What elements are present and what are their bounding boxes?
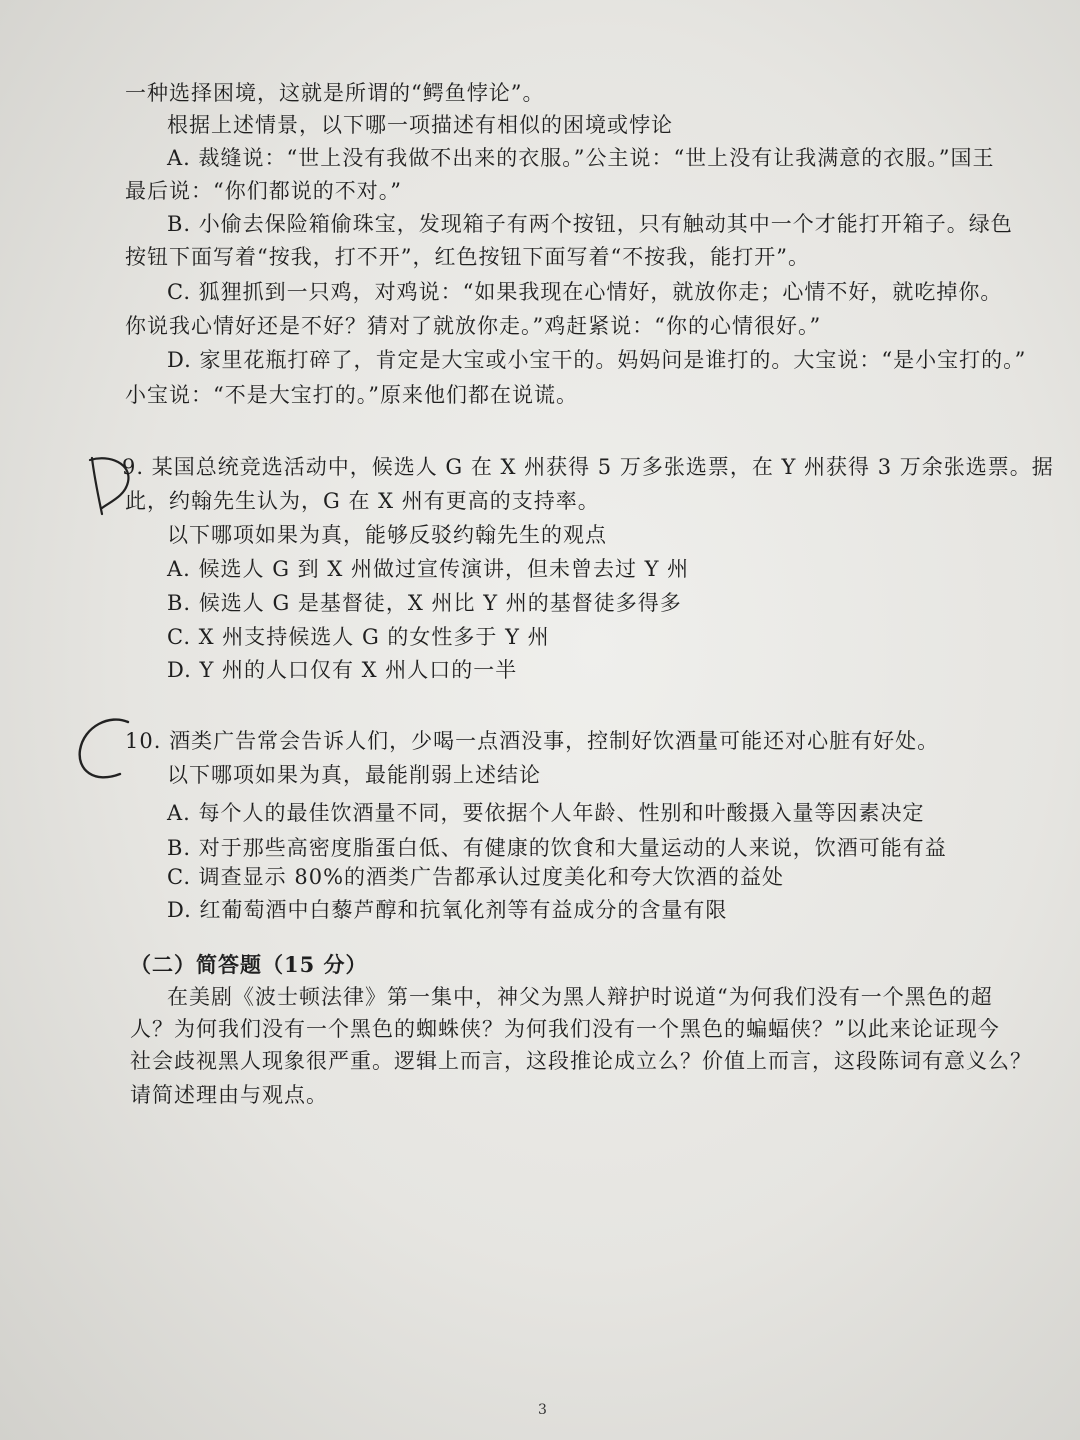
q10-option-d: D. 红葡萄酒中白藜芦醇和抗氧化剂等有益成分的含量有限 [167, 898, 728, 922]
q9-option-c: C. X 州支持候选人 G 的女性多于 Y 州 [167, 625, 550, 649]
section2-line-3: 社会歧视黑人现象很严重。逻辑上而言，这段推论成立么？价值上而言，这段陈词有意义么？ [130, 1049, 1032, 1073]
intro-line-1: 一种选择困境，这就是所谓的“鳄鱼悖论”。 [125, 81, 545, 105]
q10-stem: 10. 酒类广告常会告诉人们，少喝一点酒没事，控制好饮酒量可能还对心脏有好处。 [125, 729, 940, 753]
section2-line-2: 人？为何我们没有一个黑色的蜘蛛侠？为何我们没有一个黑色的蝙蝠侠？”以此来论证现今 [130, 1017, 1000, 1041]
q9-stem-line-1: 9. 某国总统竞选活动中，候选人 G 在 X 州获得 5 万多张选票，在 Y 州获得 3 万余张选票。据 [122, 455, 1054, 479]
intro-option-a-cont: 最后说：“你们都说的不对。” [125, 179, 402, 203]
section2-line-4: 请简述理由与观点。 [130, 1083, 328, 1107]
intro-option-a: A. 裁缝说：“世上没有我做不出来的衣服。”公主说：“世上没有让我满意的衣服。”国王 [167, 146, 995, 170]
page-number: 3 [538, 1402, 547, 1418]
intro-option-d-cont: 小宝说：“不是大宝打的。”原来他们都在说谎。 [125, 383, 578, 407]
q9-stem-line-2: 此，约翰先生认为，G 在 X 州有更高的支持率。 [125, 489, 600, 513]
section2-line-1: 在美剧《波士顿法律》第一集中，神父为黑人辩护时说道“为何我们没有一个黑色的超 [167, 985, 993, 1009]
q10-option-b: B. 对于那些高密度脂蛋白低、有健康的饮食和大量运动的人来说，饮酒可能有益 [167, 836, 947, 860]
q9-option-b: B. 候选人 G 是基督徒，X 州比 Y 州的基督徒多得多 [167, 591, 682, 615]
q9-prompt: 以下哪项如果为真，能够反驳约翰先生的观点 [167, 523, 607, 547]
intro-option-c-cont: 你说我心情好还是不好？猜对了就放你走。”鸡赶紧说：“你的心情很好。” [125, 314, 822, 338]
intro-option-d: D. 家里花瓶打碎了，肯定是大宝或小宝干的。妈妈问是谁打的。大宝说：“是小宝打的。” [167, 348, 1027, 372]
q10-option-a: A. 每个人的最佳饮酒量不同，要依据个人年龄、性别和叶酸摄入量等因素决定 [167, 801, 925, 825]
q9-option-a: A. 候选人 G 到 X 州做过宣传演讲，但未曾去过 Y 州 [167, 557, 690, 581]
q10-option-c: C. 调查显示 80%的酒类广告都承认过度美化和夸大饮酒的益处 [167, 865, 785, 889]
intro-line-2: 根据上述情景，以下哪一项描述有相似的困境或悖论 [167, 113, 673, 137]
q9-option-d: D. Y 州的人口仅有 X 州人口的一半 [167, 658, 518, 682]
intro-option-c: C. 狐狸抓到一只鸡，对鸡说：“如果我现在心情好，就放你走；心情不好，就吃掉你。 [167, 280, 1003, 304]
q10-prompt: 以下哪项如果为真，最能削弱上述结论 [167, 763, 541, 787]
section2-heading: （二）简答题（15 分） [130, 952, 368, 977]
intro-option-b: B. 小偷去保险箱偷珠宝，发现箱子有两个按钮，只有触动其中一个才能打开箱子。绿色 [167, 212, 1013, 236]
intro-option-b-cont: 按钮下面写着“按我，打不开”，红色按钮下面写着“不按我，能打开”。 [125, 245, 810, 269]
